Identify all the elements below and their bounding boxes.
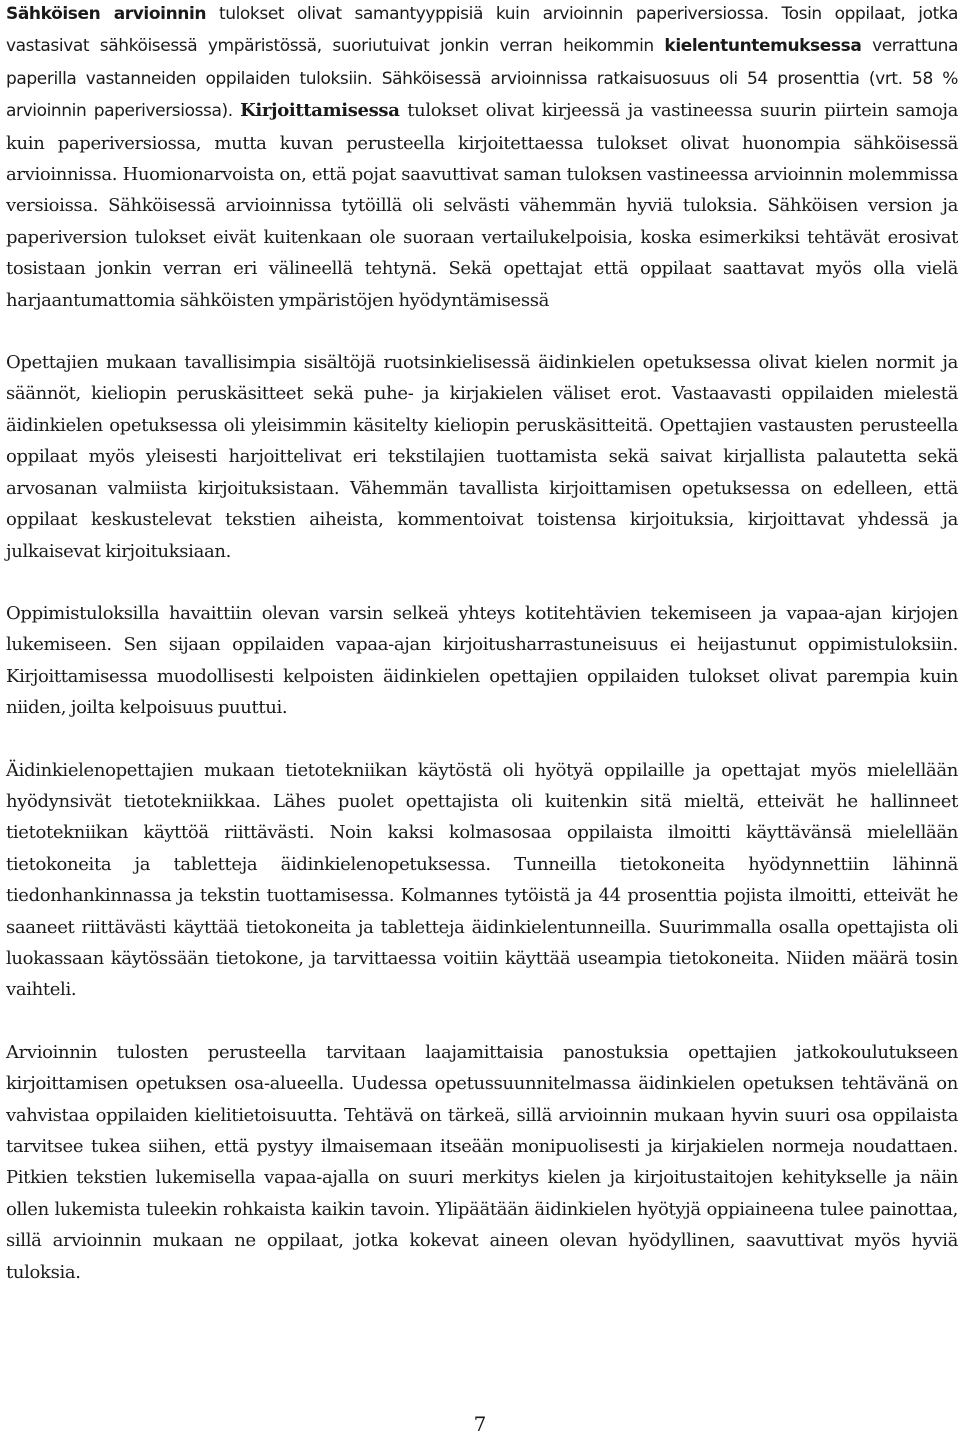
run-text: tulokset olivat samantyyppisiä kuin arvioinnin paperiversiossa. Tosin oppilaat, jotka vastasivat sähköisessä ympäristössä, suoriutuivat jonkin verran heikommin xyxy=(6,4,958,57)
run-bold: Sähköisen arvioinnin xyxy=(6,4,207,24)
paragraph-3: Oppimistuloksilla havaittiin olevan varsin selkeä yhteys kotitehtävien tekemiseen ja vapaa-ajan kirjojen lukemiseen. Sen sijaan oppilaiden vapaa-ajan kirjoitusharrastuneisuus ei heijastunut oppimistuloksiin. Kirjoittamisessa muodollisesti kelpoisten äidinkielen opettajien oppilaiden tulokset olivat parempia kuin niiden, joilta kelpoisuus puuttui. xyxy=(6,602,958,719)
paragraph-2: Opettajien mukaan tavallisimpia sisältöjä ruotsinkielisessä äidinkielen opetuksessa olivat kielen normit ja säännöt, kieliopin peruskäsitteet sekä puhe- ja kirjakielen väliset erot. Vastaavasti oppilaiden mielestä äidinkielen opetuksessa oli yleisimmin käsitelty kieliopin peruskäsitteitä. Opettajien vastausten perusteella oppilaat myös yleisesti harjoittelivat eri tekstilajien tuottamista sekä saivat kirjallista palautetta sekä arvosanan valmiista kirjoituksistaan. Vähemmän tavallista kirjoittamisen opetuksessa on edelleen, että oppilaat keskustelevat tekstien aiheista, kommentoivat toistensa kirjoituksia, kirjoittavat yhdessä ja julkaisevat kirjoituksiaan. xyxy=(6,352,958,562)
run-bold: kielentuntemuksessa xyxy=(664,36,862,57)
page-number: 7 xyxy=(473,1412,487,1436)
paragraph-1 xyxy=(6,0,958,316)
document-page xyxy=(6,0,958,1288)
paragraph-5: Arvioinnin tulosten perusteella tarvitaan laajamittaisia panostuksia opettajien jatkokoulutukseen kirjoittamisen opetuksen osa-alueella. Uudessa opetussuunnitelmassa äidinkielen opetuksen tehtävänä on vahvistaa oppilaiden kielitietoisuutta. Tehtävä on tärkeä, sillä arvioinnin mukaan hyvin suuri osa oppilaista tarvitsee tukea siihen, että pystyy ilmaisemaan itseään monipuolisesti ja kirjakielen normeja noudattaen. Pitkien tekstien lukemisella vapaa-ajalla on suuri merkitys kielen ja kirjoitustaitojen kehitykselle ja näin ollen lukemista tuleekin rohkaista kaikin tavoin. Ylipäätään äidinkielen hyötyjä oppiaineena tulee painottaa, sillä arvioinnin mukaan ne oppilaat, jotka kokevat aineen olevan hyödyllinen, saavuttivat myös hyviä tuloksia. xyxy=(6,1041,958,1283)
run-text: tulokset olivat kirjeessä ja vastineessa suurin piirtein samoja kuin paperiversiossa, mutta kuvan perusteella kirjoitettaessa tulokset olivat huonompia sähköisessä arvioinnissa. Huomionarvoista on, että pojat saavuttivat saman tuloksen vastineessa arvioinnin molemmissa versioissa. Sähköisessä arvioinnissa tytöillä oli selvästi vähemmän hyviä tuloksia. Sähköisen version ja paperiversion tulokset eivät kuitenkaan ole suoraan vertailukelpoisia, koska esimerkiksi tehtävät erosivat tosistaan jonkin verran eri välineellä tehtynä. Sekä opettajat että oppilaat saattavat myös olla vielä harjaantumattomia sähköisten ympäristöjen hyödyntämisessä xyxy=(6,100,958,311)
run-text: verrattuna paperilla vastanneiden oppilaiden tuloksiin. Sähköisessä arvioinnissa ratkaisuosuus oli 54 prosenttia (vrt. 58 % arvioinnin paperiversiossa). xyxy=(6,36,958,122)
paragraph-4: Äidinkielenopettajien mukaan tietotekniikan käytöstä oli hyötyä oppilaille ja opettajat myös mielellään hyödynsivät tietotekniikkaa. Lähes puolet opettajista oli kuitenkin sitä mieltä, etteivät he hallinneet tietotekniikan käyttöä riittävästi. Noin kaksi kolmasosaa oppilaista ilmoitti käyttävänsä mielellään tietokoneita ja tabletteja äidinkielenopetuksessa. Tunneilla tietokoneita hyödynnettiin lähinnä tiedonhankinnassa ja tekstin tuottamisessa. Kolmannes tytöistä ja 44 prosenttia pojista ilmoitti, etteivät he saaneet riittävästi käyttää tietokoneita ja tabletteja äidinkielentunneilla. Suurimmalla osalla opettajista oli luokassaan käytössään tietokone, ja tarvittaessa voitiin käyttää useampia tietokoneita. Niiden määrä tosin vaihteli. xyxy=(6,759,958,1001)
run-bold: Kirjoittamisessa xyxy=(240,100,400,122)
